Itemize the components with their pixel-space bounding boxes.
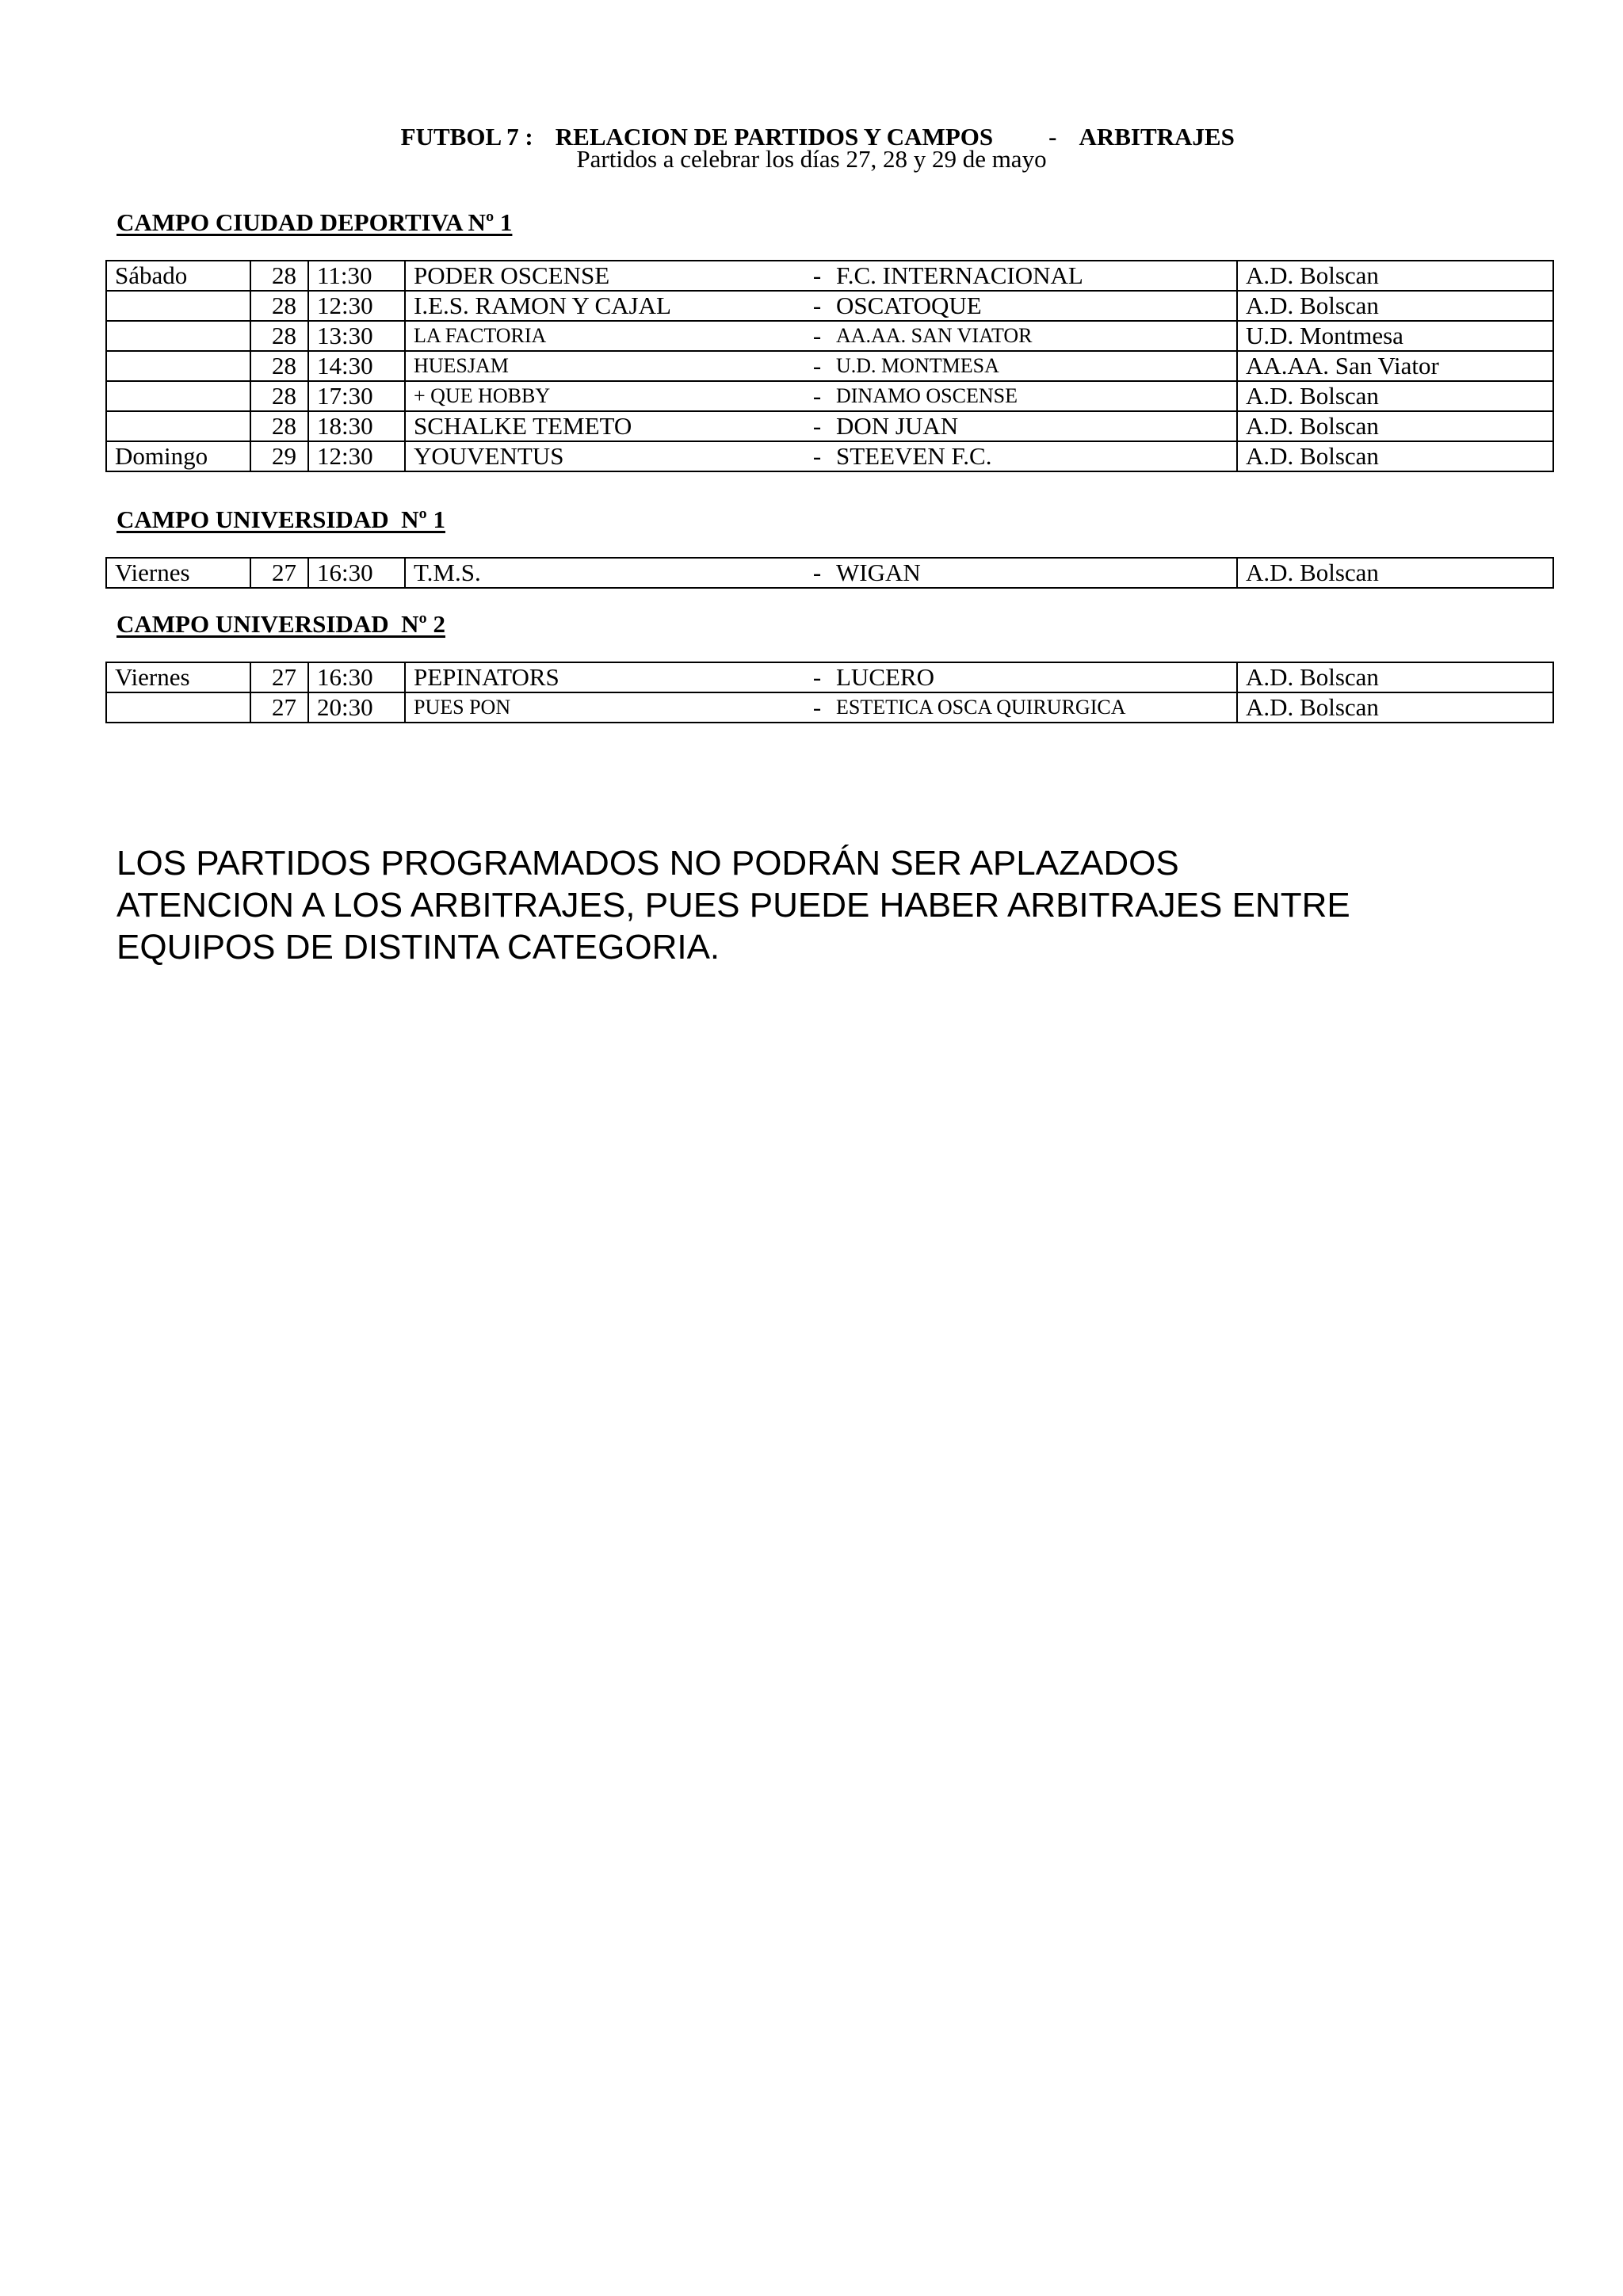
match-day: Sábado xyxy=(106,261,250,291)
match-day: Viernes xyxy=(106,662,250,692)
match-date: 27 xyxy=(250,558,308,588)
table-row xyxy=(106,662,1553,692)
match-away-team: LUCERO xyxy=(833,662,1237,692)
match-time: 14:30 xyxy=(308,351,405,381)
match-referee: A.D. Bolscan xyxy=(1237,381,1553,411)
match-referee: A.D. Bolscan xyxy=(1237,692,1553,723)
notice-line: ATENCION A LOS ARBITRAJES, PUES PUEDE HABER ARBITRAJES ENTRE xyxy=(116,886,1350,925)
match-home-team: SCHALKE TEMETO xyxy=(405,411,801,441)
match-date: 27 xyxy=(250,692,308,723)
document-subtitle: Partidos a celebrar los días 27, 28 y 29 de mayo xyxy=(576,145,1047,173)
match-separator: - xyxy=(801,662,833,692)
match-date: 28 xyxy=(250,261,308,291)
match-referee: A.D. Bolscan xyxy=(1237,261,1553,291)
match-time: 17:30 xyxy=(308,381,405,411)
match-day xyxy=(106,321,250,351)
match-away-team: WIGAN xyxy=(833,558,1237,588)
match-home-team: PEPINATORS xyxy=(405,662,801,692)
match-date: 28 xyxy=(250,291,308,321)
match-away-team: F.C. INTERNACIONAL xyxy=(833,261,1237,291)
section-title-ciudad-deportiva-1: CAMPO CIUDAD DEPORTIVA Nº 1 xyxy=(116,208,513,236)
match-separator: - xyxy=(801,351,833,381)
match-time: 12:30 xyxy=(308,291,405,321)
match-date: 29 xyxy=(250,441,308,471)
title-right: ARBITRAJES xyxy=(1079,123,1235,151)
match-separator: - xyxy=(801,441,833,471)
notice-line: EQUIPOS DE DISTINTA CATEGORIA. xyxy=(116,928,720,967)
match-time: 20:30 xyxy=(308,692,405,723)
match-day xyxy=(106,411,250,441)
match-home-team: PUES PON xyxy=(405,692,801,723)
match-separator: - xyxy=(801,381,833,411)
match-away-team: STEEVEN F.C. xyxy=(833,441,1237,471)
notice-text xyxy=(116,842,1350,968)
match-separator: - xyxy=(801,692,833,723)
title-left: FUTBOL 7 : xyxy=(400,123,533,151)
match-date: 28 xyxy=(250,351,308,381)
match-away-team: AA.AA. SAN VIATOR xyxy=(833,321,1237,351)
match-home-team: YOUVENTUS xyxy=(405,441,801,471)
match-day xyxy=(106,692,250,723)
match-away-team: U.D. MONTMESA xyxy=(833,351,1237,381)
match-day xyxy=(106,381,250,411)
match-referee: A.D. Bolscan xyxy=(1237,411,1553,441)
section-title-universidad-2: CAMPO UNIVERSIDAD Nº 2 xyxy=(116,610,445,638)
match-time: 11:30 xyxy=(308,261,405,291)
match-home-team: LA FACTORIA xyxy=(405,321,801,351)
match-separator: - xyxy=(801,558,833,588)
match-away-team: ESTETICA OSCA QUIRURGICA xyxy=(833,692,1237,723)
table-row xyxy=(106,291,1553,321)
table-row xyxy=(106,692,1553,723)
match-home-team: HUESJAM xyxy=(405,351,801,381)
match-referee: A.D. Bolscan xyxy=(1237,558,1553,588)
match-separator: - xyxy=(801,411,833,441)
match-away-team: OSCATOQUE xyxy=(833,291,1237,321)
schedule-table-universidad-1 xyxy=(105,557,1554,589)
notice-line: LOS PARTIDOS PROGRAMADOS NO PODRÁN SER APLAZADOS xyxy=(116,844,1179,883)
match-date: 28 xyxy=(250,381,308,411)
table-row xyxy=(106,351,1553,381)
match-date: 28 xyxy=(250,411,308,441)
table-row xyxy=(106,558,1553,588)
table-row xyxy=(106,381,1553,411)
match-day xyxy=(106,351,250,381)
match-time: 16:30 xyxy=(308,558,405,588)
table-row xyxy=(106,261,1553,291)
match-away-team: DON JUAN xyxy=(833,411,1237,441)
table-row xyxy=(106,411,1553,441)
match-referee: AA.AA. San Viator xyxy=(1237,351,1553,381)
match-day xyxy=(106,291,250,321)
match-referee: A.D. Bolscan xyxy=(1237,441,1553,471)
match-home-team: T.M.S. xyxy=(405,558,801,588)
section-title-universidad-1: CAMPO UNIVERSIDAD Nº 1 xyxy=(116,505,445,533)
match-date: 27 xyxy=(250,662,308,692)
match-separator: - xyxy=(801,291,833,321)
match-away-team: DINAMO OSCENSE xyxy=(833,381,1237,411)
title-main: RELACION DE PARTIDOS Y CAMPOS xyxy=(555,123,994,151)
table-row xyxy=(106,321,1553,351)
match-date: 28 xyxy=(250,321,308,351)
title-separator: - xyxy=(1048,123,1057,151)
match-time: 13:30 xyxy=(308,321,405,351)
match-time: 16:30 xyxy=(308,662,405,692)
schedule-table-ciudad-deportiva-1 xyxy=(105,260,1554,472)
match-separator: - xyxy=(801,261,833,291)
match-separator: - xyxy=(801,321,833,351)
match-home-team: PODER OSCENSE xyxy=(405,261,801,291)
match-referee: A.D. Bolscan xyxy=(1237,291,1553,321)
schedule-table-universidad-2 xyxy=(105,662,1554,723)
match-referee: U.D. Montmesa xyxy=(1237,321,1553,351)
match-home-team: + QUE HOBBY xyxy=(405,381,801,411)
table-row xyxy=(106,441,1553,471)
match-time: 18:30 xyxy=(308,411,405,441)
match-day: Viernes xyxy=(106,558,250,588)
match-time: 12:30 xyxy=(308,441,405,471)
match-home-team: I.E.S. RAMON Y CAJAL xyxy=(405,291,801,321)
match-referee: A.D. Bolscan xyxy=(1237,662,1553,692)
match-day: Domingo xyxy=(106,441,250,471)
